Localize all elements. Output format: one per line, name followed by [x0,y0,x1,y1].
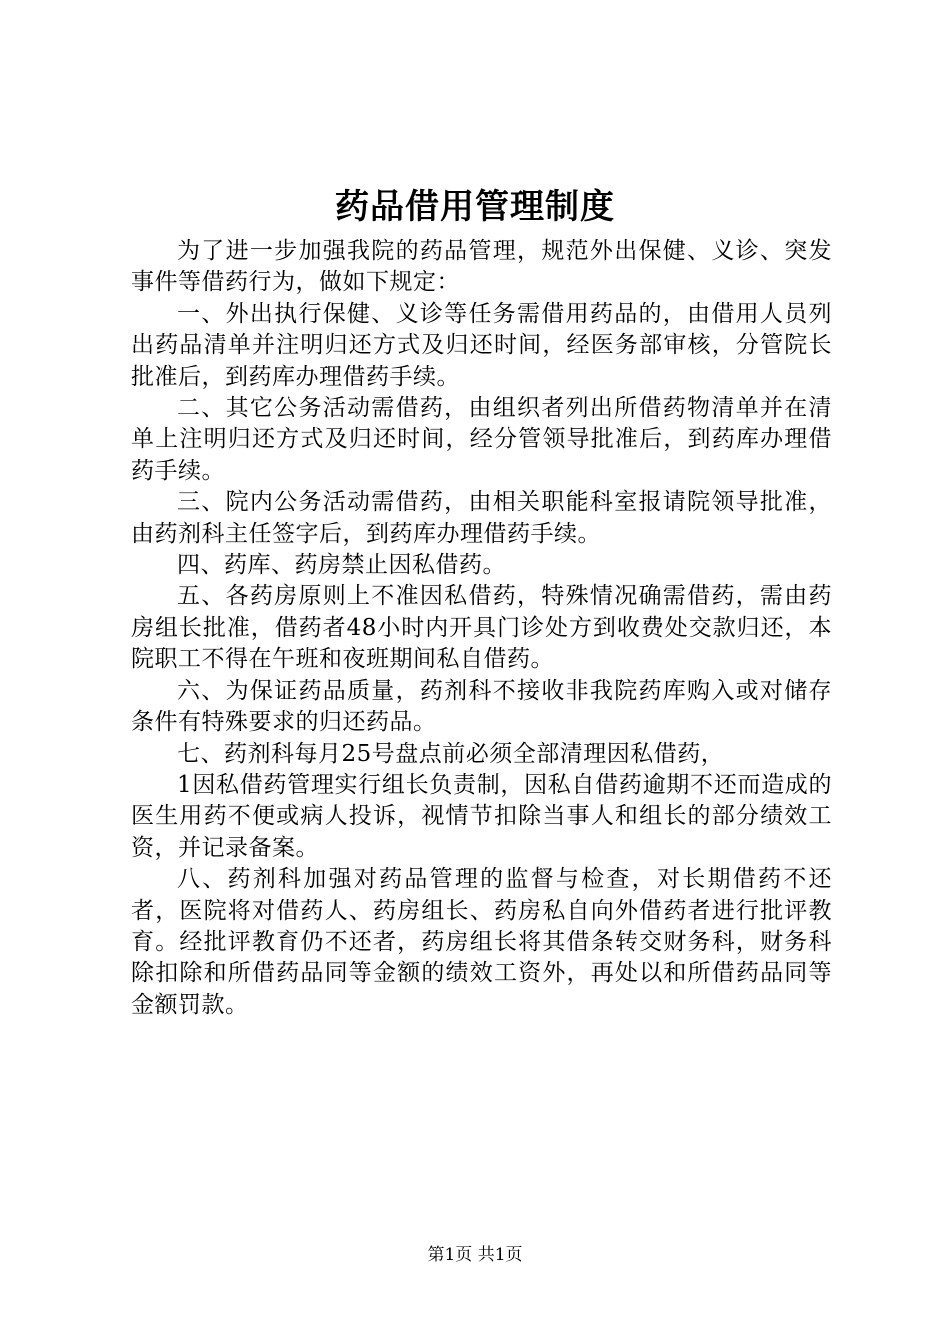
paragraph-rule-1: 一、外出执行保健、义诊等任务需借用药品的，由借用人员列出药品清单并注明归还方式及归还时间，经医务部审核，分管院长批准后，到药库办理借药手续。 [131,300,832,390]
paragraph-rule-4: 四、药库、药房禁止因私借药。 [177,552,506,579]
paragraph-intro: 为了进一步加强我院的药品管理，规范外出保健、义诊、突发事件等借药行为，做如下规定： [131,238,832,296]
document-title: 药品借用管理制度 [335,187,615,227]
paragraph-rule-7: 七、药剂科每月25号盘点前必须全部清理因私借药， [177,740,725,767]
paragraph-rule-8: 八、药剂科加强对药品管理的监督与检查，对长期借药不还者，医院将对借药人、药房组长、药房私自向外借药者进行批评教育。经批评教育仍不还者，药房组长将其借条转交财务科，财务科除扣除和所借药品同等金额的绩效工资外，再处以和所借药品同等金额罚款。 [131,866,832,1018]
paragraph-rule-2: 二、其它公务活动需借药，由组织者列出所借药物清单并在清单上注明归还方式及归还时间，经分管领导批准后，到药库办理借药手续。 [131,395,832,484]
paragraph-rule-6: 六、为保证药品质量，药剂科不接收非我院药库购入或对储存条件有特殊要求的归还药品。 [131,677,832,736]
page-footer: 第1页 共1页 [427,1245,523,1265]
paragraph-rule-7-item-1: 1因私借药管理实行组长负责制，因私自借药逾期不还而造成的医生用药不便或病人投诉，视情节扣除当事人和组长的部分绩效工资，并记录备案。 [131,771,832,861]
paragraph-rule-3: 三、院内公务活动需借药，由相关职能科室报请院领导批准，由药剂科主任签字后，到药库办理借药手续。 [131,489,832,547]
document-body [131,236,832,1021]
paragraph-rule-5: 五、各药房原则上不准因私借药，特殊情况确需借药，需由药房组长批准，借药者48小时内开具门诊处方到收费处交款归还，本院职工不得在午班和夜班期间私自借药。 [131,583,832,673]
